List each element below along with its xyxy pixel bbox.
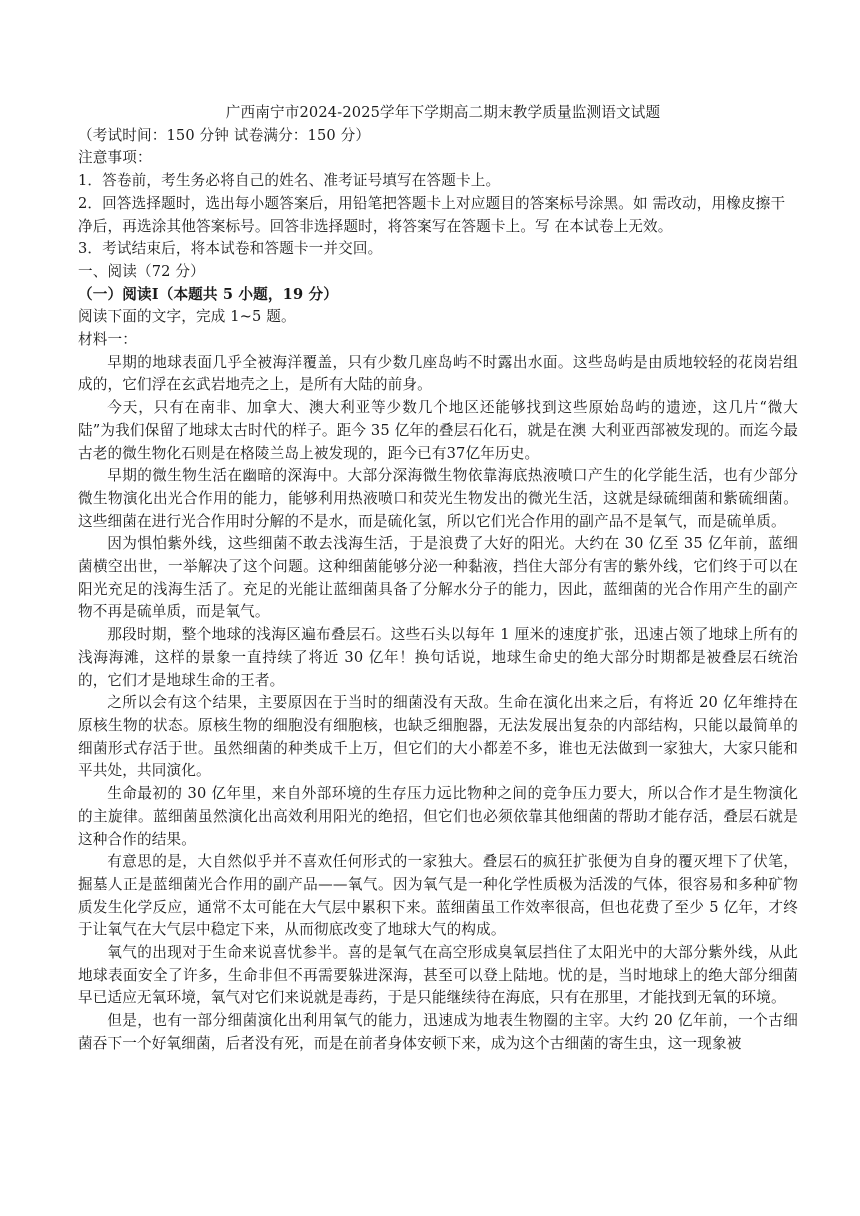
passage-paragraph: 生命最初的 30 亿年里，来自外部环境的生存压力远比物种之间的竞争压力要大，所以合作才是生物演化的主旋律。蓝细菌虽然演化出高效利用阳光的绝招，但它们也必须依靠其他细菌的帮助才能存活，叠层石就是这种合作的结果。 <box>78 785 798 848</box>
material-label: 材料一： <box>78 331 137 349</box>
exam-title: 广西南宁市2024-2025学年下学期高二期末教学质量监测语文试题 <box>225 104 661 121</box>
reading-instruction: 阅读下面的文字，完成 1~5 题。 <box>78 308 296 326</box>
notice-item: 2．回答选择题时，选出每小题答案后，用铅笔把答题卡上对应题目的答案标号涂黑。如 需改动，用橡皮擦干净后，再选涂其他答案标号。回答非选择题时，将答案写在答题卡上。写 在本试卷上无效。 <box>78 194 786 235</box>
passage-paragraph: 但是，也有一部分细菌演化出利用氧气的能力，迅速成为地表生物圈的主宰。大约 20 亿年前，一个古细菌吞下一个好氧细菌，后者没有死，而是在前者身体安顿下来，成为这个古细菌的寄生虫，这一现象被 <box>78 1012 798 1052</box>
notice-item: 3．考试结束后，将本试卷和答题卡一并交回。 <box>78 240 383 258</box>
passage-paragraph: 那段时期，整个地球的浅海区遍布叠层石。这些石头以每年 1 厘米的速度扩张，迅速占领了地球上所有的浅海海滩，这样的景象一直持续了将近 30 亿年！换句话说，地球生命史的绝大部分时期都是被叠层石统治的，它们才是地球生命的王者。 <box>78 626 798 689</box>
section-subheading: （一）阅读Ⅰ（本题共 5 小题，19 分） <box>78 285 338 303</box>
section-heading: 一、阅读（72 分） <box>78 262 205 280</box>
passage-paragraph: 因为惧怕紫外线，这些细菌不敢去浅海生活，于是浪费了大好的阳光。大约在 30 亿至 35 亿年前，蓝细菌横空出世，一举解决了这个问题。这种细菌能够分泌一种黏液，挡住大部分有害的紫外线，它们终于可以在阳光充足的浅海生活了。充足的光能让蓝细菌具备了分解水分子的能力，因此，蓝细菌的光合作用产生的副产物不再是硫单质，而是氧气。 <box>78 535 798 621</box>
passage-paragraph: 之所以会有这个结果，主要原因在于当时的细菌没有天敌。生命在演化出来之后，有将近 20 亿年维持在原核生物的状态。原核生物的细胞没有细胞核，也缺乏细胞器，无法发展出复杂的内部结构，只能以最简单的细菌形式存活于世。虽然细菌的种类成千上万，但它们的大小都差不多，谁也无法做到一家独大，大家只能和平共处，共同演化。 <box>78 694 798 780</box>
exam-info: （考试时间：150 分钟 试卷满分：150 分） <box>78 126 371 144</box>
passage-paragraph: 氧气的出现对于生命来说喜忧参半。喜的是氧气在高空形成臭氧层挡住了太阳光中的大部分紫外线，从此地球表面安全了许多，生命非但不再需要躲进深海，甚至可以登上陆地。忧的是，当时地球上的绝大部分细菌早已适应无氧环境，氧气对它们来说就是毒药，于是只能继续待在海底，只有在那里，才能找到无氧的环境。 <box>78 944 798 1007</box>
passage-paragraph: 今天，只有在南非、加拿大、澳大利亚等少数几个地区还能够找到这些原始岛屿的遗迹，这几片“微大陆”为我们保留了地球太古时代的样子。距今 35 亿年的叠层石化石，就是在澳 大利亚西部被发现的。而迄今最古老的微生物化石则是在格陵兰岛上被发现的，距今已有37亿年历史。 <box>78 399 798 462</box>
notice-item: 1．答卷前，考生务必将自己的姓名、准考证号填写在答题卡上。 <box>78 172 501 190</box>
notice-heading: 注意事项： <box>78 149 152 167</box>
exam-page <box>78 102 798 1056</box>
passage-paragraph: 有意思的是，大自然似乎并不喜欢任何形式的一家独大。叠层石的疯狂扩张便为自身的覆灭埋下了伏笔，掘墓人正是蓝细菌光合作用的副产品——氧气。因为氧气是一种化学性质极为活泼的气体，很容易和多种矿物质发生化学反应，通常不太可能在大气层中累积下来。蓝细菌虽工作效率很高，但也花费了至少 5 亿年，才终于让氧气在大气层中稳定下来，从而彻底改变了地球大气的构成。 <box>78 853 798 939</box>
passage-paragraph: 早期的微生物生活在幽暗的深海中。大部分深海微生物依靠海底热液喷口产生的化学能生活，也有少部分微生物演化出光合作用的能力，能够利用热液喷口和荧光生物发出的微光生活，这就是绿硫细菌和紫硫细菌。这些细菌在进行光合作用时分解的不是水，而是硫化氢，所以它们光合作用的副产品不是氧气，而是硫单质。 <box>78 467 798 530</box>
passage-paragraph: 早期的地球表面几乎全被海洋覆盖，只有少数几座岛屿不时露出水面。这些岛屿是由质地较轻的花岗岩组成的，它们浮在玄武岩地壳之上，是所有大陆的前身。 <box>78 353 798 394</box>
